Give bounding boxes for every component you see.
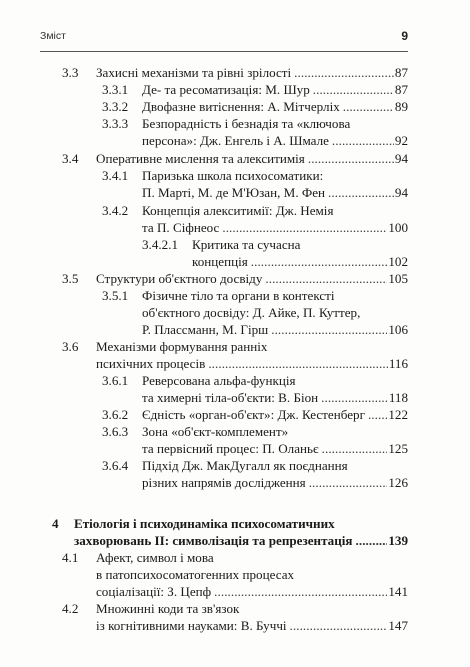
toc-page-number: 87 (394, 82, 408, 97)
toc-entry-line (142, 304, 408, 321)
toc-entry-line (142, 202, 408, 219)
toc-entry-line (142, 389, 408, 406)
dot-leader (343, 98, 394, 115)
toc-entry-line (142, 132, 408, 149)
toc-entry-line (192, 236, 408, 253)
toc-entry-title: Безпорадність і безнадія та «ключова (142, 116, 351, 131)
toc-entry-line (142, 474, 408, 491)
dot-leader (313, 81, 394, 98)
toc-page-number: 122 (388, 407, 408, 422)
toc-entry-line (192, 253, 408, 270)
toc-entry-title: П. Марті, М. де М'Юзан, М. Фен (142, 185, 326, 200)
toc-entry-line (142, 406, 408, 423)
toc-page-number: 106 (388, 322, 408, 337)
toc-entry-line (96, 355, 408, 372)
toc-entry-number: 3.3.1 (102, 82, 129, 97)
toc-entry-title: Р. Плассманн, М. Гірш (142, 322, 269, 337)
toc-entry-line (142, 372, 408, 389)
toc-entry-number: 4.1 (62, 550, 79, 565)
toc-entry-number: 3.6.2 (102, 407, 129, 422)
toc-entry-title: Оперативне мислення та алекситимія (96, 151, 305, 166)
toc-entry-line (96, 270, 408, 287)
dot-leader (271, 321, 387, 338)
dot-leader (214, 583, 387, 600)
toc-page-number: 141 (388, 584, 408, 599)
toc-entry-line (96, 617, 408, 634)
toc-page-number: 126 (388, 475, 408, 490)
dot-leader (309, 474, 388, 491)
toc-entry-title: та химерні тіла-об'єкти: В. Біон (142, 390, 319, 405)
toc-entry-title: соціалізації: З. Цепф (96, 584, 212, 599)
toc-entry-number: 3.3 (62, 65, 79, 80)
toc-entry-title: Зона «об'єкт-комплемент» (142, 424, 289, 439)
dot-leader (332, 132, 394, 149)
toc-entry-number: 3.4.1 (102, 168, 129, 183)
page-number: 9 (401, 29, 408, 43)
dot-leader (356, 532, 388, 549)
dot-leader (290, 617, 388, 634)
toc-entry-title: в патопсихосоматогенних процесах (96, 567, 295, 582)
toc-entry-number: 3.5 (62, 271, 79, 286)
toc-entry-line (96, 549, 408, 566)
toc-entry-number: 3.6.1 (102, 373, 129, 388)
dot-leader (251, 253, 388, 270)
toc-entry-line (142, 287, 408, 304)
toc-page-number: 102 (388, 254, 408, 269)
toc-entry-number: 3.3.2 (102, 99, 129, 114)
toc-entry-line (142, 440, 408, 457)
toc-entry-line (142, 184, 408, 201)
toc-page-number: 118 (388, 390, 408, 405)
toc-entry-number: 3.4.2 (102, 203, 129, 218)
toc-entry-title: Захисні механізми та рівні зрілості (96, 65, 292, 80)
toc-entry-number: 4.2 (62, 601, 79, 616)
toc-entry-line (142, 321, 408, 338)
toc-entry-number: 3.6 (62, 339, 79, 354)
dot-leader (208, 355, 388, 372)
dot-leader (294, 64, 394, 81)
toc-entry-line (142, 115, 408, 132)
toc-entry-number: 3.4.2.1 (142, 237, 179, 252)
toc-entry-title: Множинні коди та зв'язок (96, 601, 240, 616)
dot-leader (222, 219, 387, 236)
toc-entry-title: Етіологія і психодинаміка психосоматичних (74, 516, 335, 531)
toc-page-number: 94 (394, 185, 408, 200)
toc-entry-number: 3.6.4 (102, 458, 129, 473)
dot-leader (308, 150, 394, 167)
toc-entry-title: та П. Сіфнеос (142, 220, 220, 235)
dot-leader (265, 270, 387, 287)
toc-page-number: 139 (388, 533, 408, 548)
toc-page-number: 105 (388, 271, 408, 286)
dot-leader (328, 184, 394, 201)
toc-page-number: 94 (394, 151, 408, 166)
toc-entry-number: 3.3.3 (102, 116, 129, 131)
toc-entry-number: 3.4 (62, 151, 79, 166)
toc-entry-title: Критика та сучасна (192, 237, 301, 252)
header-rule (40, 51, 408, 52)
toc-page-number: 116 (388, 356, 408, 371)
toc-entry-title: об'єктного досвіду: Д. Айке, П. Куттер, (142, 305, 361, 320)
toc-entry-title: Де- та ресоматизація: М. Шур (142, 82, 310, 97)
toc-entry-title: Афект, символ і мова (96, 550, 214, 565)
dot-leader (368, 406, 387, 423)
toc-entry-line (142, 98, 408, 115)
toc-page-number: 147 (388, 618, 408, 633)
toc-entry-title: Реверсована альфа-функція (142, 373, 296, 388)
toc-entry-title: Концепція алекситимії: Дж. Немія (142, 203, 334, 218)
toc-entry-title: концепція (192, 254, 248, 269)
dot-leader (321, 389, 388, 406)
toc-page-number: 125 (388, 441, 408, 456)
toc-entry-title: із когнітивними науками: В. Буччі (96, 618, 287, 633)
toc-entry-title: Паризька школа психосоматики: (142, 168, 324, 183)
running-title: Зміст (40, 30, 66, 42)
toc-entry-title: психічних процесів (96, 356, 206, 371)
toc-page-number: 100 (388, 220, 408, 235)
toc-entry-line (96, 566, 408, 583)
toc-entry-line (96, 64, 408, 81)
toc-entry-number: 3.5.1 (102, 288, 129, 303)
toc-entry-title: Механізми формування ранніх (96, 339, 268, 354)
toc-entry-line (142, 457, 408, 474)
toc-entry-title: Двофазне витіснення: А. Мітчерліх (142, 99, 340, 114)
toc-entry-number: 3.6.3 (102, 424, 129, 439)
toc-entry-line (96, 338, 408, 355)
toc-entry-line (74, 515, 408, 532)
toc-entry-title: Фізичне тіло та органи в контексті (142, 288, 335, 303)
toc-entry-line (142, 81, 408, 98)
toc-entry-line (74, 532, 408, 549)
toc-entry-line (96, 150, 408, 167)
toc-entry-number: 4 (52, 516, 59, 531)
toc-entry-title: захворювань II: символізація та репрезентація (74, 533, 353, 548)
toc-entry-title: Підхід Дж. МакДугалл як поєднання (142, 458, 348, 473)
toc-entry-line (96, 600, 408, 617)
toc-page-number: 87 (394, 65, 408, 80)
toc-entry-title: персона»: Дж. Енгель і А. Шмале (142, 133, 329, 148)
toc-entry-line (142, 423, 408, 440)
dot-leader (322, 440, 388, 457)
toc-entry-line (142, 219, 408, 236)
toc-page-number: 92 (394, 133, 408, 148)
toc-page-number: 89 (394, 99, 408, 114)
toc-entry-title: Структури об'єктного досвіду (96, 271, 263, 286)
toc-entry-title: Єдність «орган-об'єкт»: Дж. Кестенберг (142, 407, 365, 422)
toc-entry-title: та первісний процес: П. Оланьє (142, 441, 319, 456)
toc-entry-title: різних напрямів дослідження (142, 475, 306, 490)
toc-entry-line (142, 167, 408, 184)
toc-entry-line (96, 583, 408, 600)
